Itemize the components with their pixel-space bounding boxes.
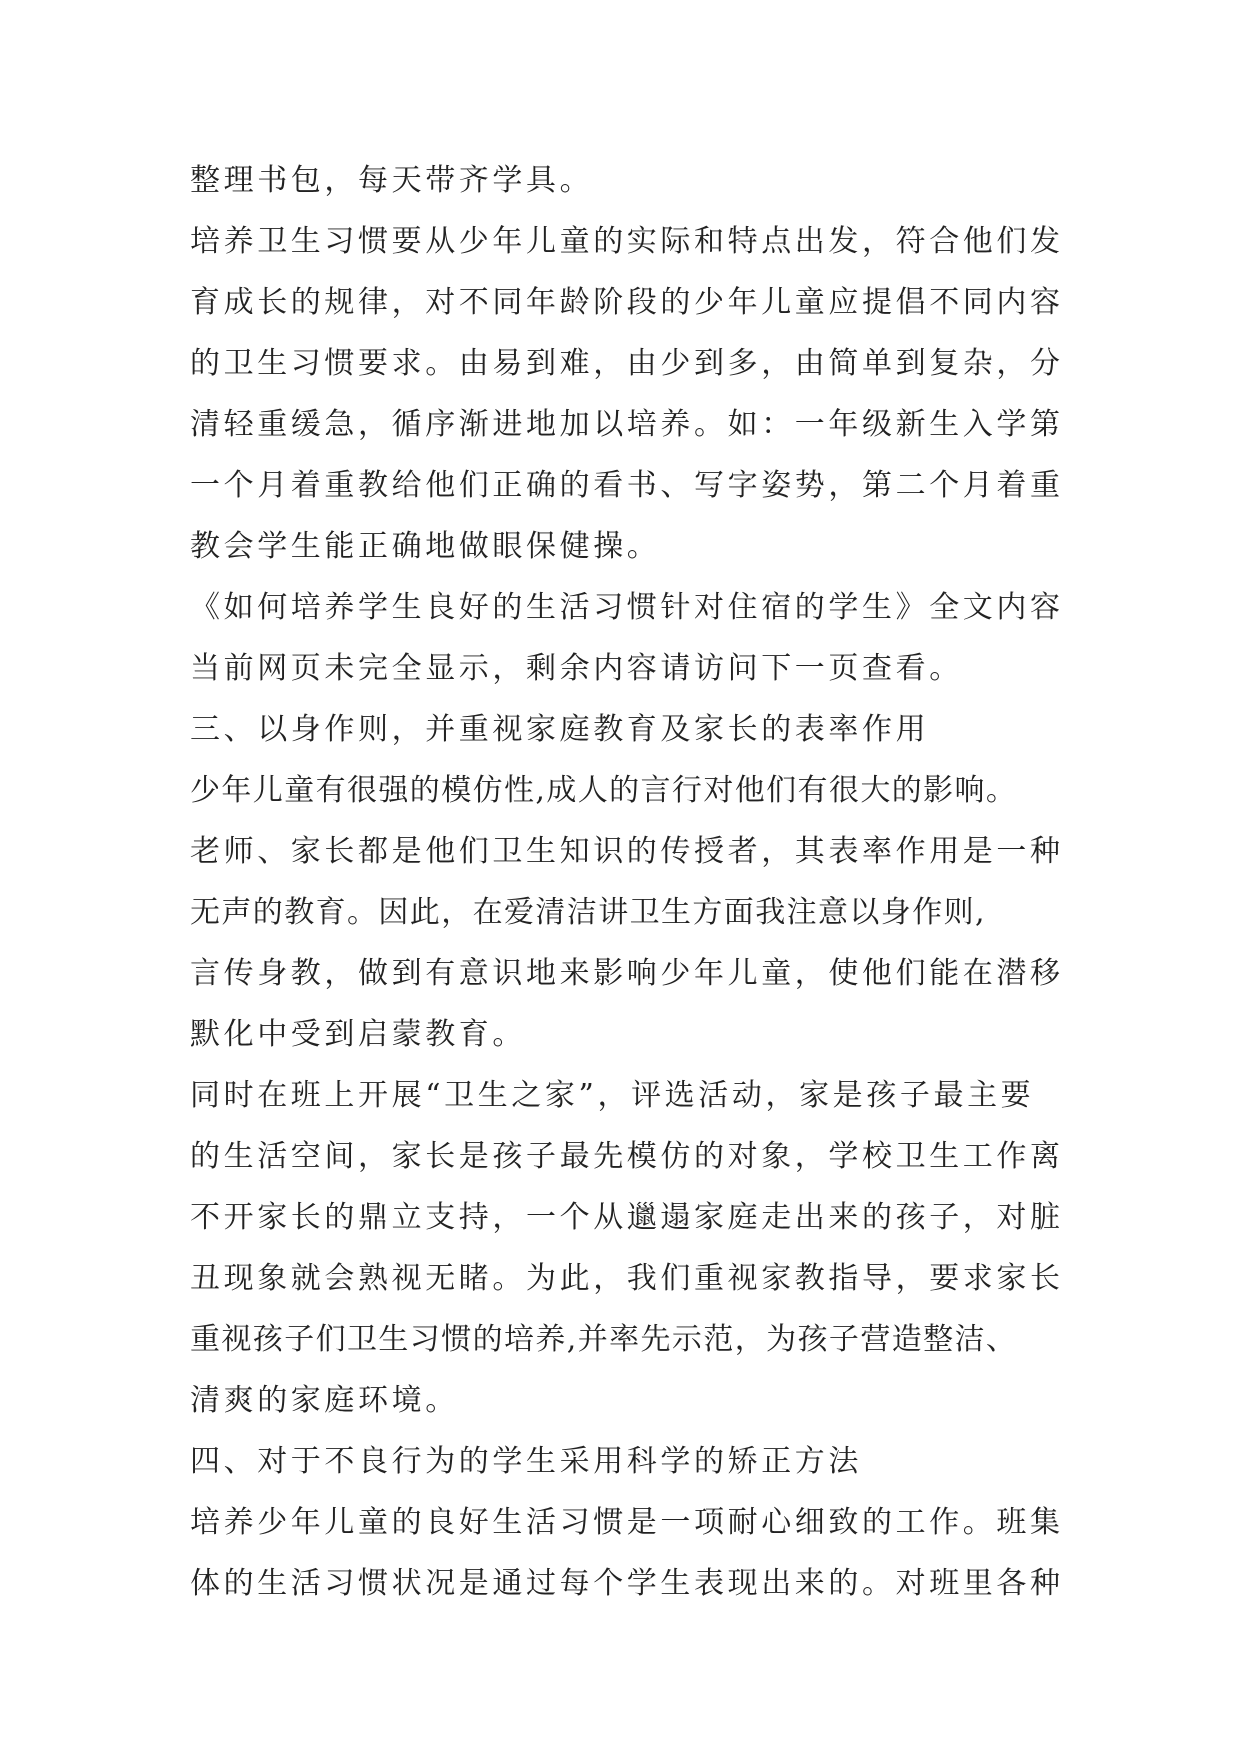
text-line: 整理书包，每天带齐学具。 <box>190 163 594 198</box>
section-heading: 三、以身作则，并重视家庭教育及家长的表率作用 <box>190 712 930 747</box>
text-line: 育成长的规律，对不同年龄阶段的少年儿童应提倡不同内容 <box>190 285 1064 320</box>
text-line: 的生活空间，家长是孩子最先模仿的对象，学校卫生工作离 <box>190 1139 1064 1174</box>
section-heading: 四、对于不良行为的学生采用科学的矫正方法 <box>190 1444 862 1479</box>
text-line: 的卫生习惯要求。由易到难，由少到多，由简单到复杂，分 <box>190 346 1064 381</box>
text-line: 不开家长的鼎立支持，一个从邋遢家庭走出来的孩子，对脏 <box>190 1200 1064 1235</box>
notice-line: 当前网页未完全显示，剩余内容请访问下一页查看。 <box>190 651 963 686</box>
text-line: 培养卫生习惯要从少年儿童的实际和特点出发，符合他们发 <box>190 224 1064 259</box>
text-line: 清轻重缓急，循序渐进地加以培养。如：一年级新生入学第 <box>190 407 1064 442</box>
text-line: 清爽的家庭环境。 <box>190 1383 459 1418</box>
text-line: 老师、家长都是他们卫生知识的传授者，其表率作用是一种 <box>190 834 1064 869</box>
text-line: 丑现象就会熟视无睹。为此，我们重视家教指导，要求家长 <box>190 1261 1064 1296</box>
text-line: 体的生活习惯状况是通过每个学生表现出来的。对班里各种 <box>190 1566 1064 1601</box>
notice-line: 《如何培养学生良好的生活习惯针对住宿的学生》全文内容 <box>190 590 1064 625</box>
text-line: 培养少年儿童的良好生活习惯是一项耐心细致的工作。班集 <box>190 1505 1064 1540</box>
document-body <box>190 150 1064 1614</box>
text-line: 言传身教，做到有意识地来影响少年儿童，使他们能在潜移 <box>190 956 1064 991</box>
text-line: 教会学生能正确地做眼保健操。 <box>190 529 661 564</box>
text-line: 无声的教育。因此，在爱清洁讲卫生方面我注意以身作则, <box>190 895 986 930</box>
text-line: 重视孩子们卫生习惯的培养,并率先示范，为孩子营造整洁、 <box>190 1322 1018 1357</box>
text-line: 一个月着重教给他们正确的看书、写字姿势，第二个月着重 <box>190 468 1064 503</box>
text-line: 默化中受到启蒙教育。 <box>190 1017 526 1052</box>
text-line: 同时在班上开展“卫生之家”，评选活动，家是孩子最主要 <box>190 1078 1035 1113</box>
text-line: 少年儿童有很强的模仿性,成人的言行对他们有很大的影响。 <box>190 773 1018 808</box>
